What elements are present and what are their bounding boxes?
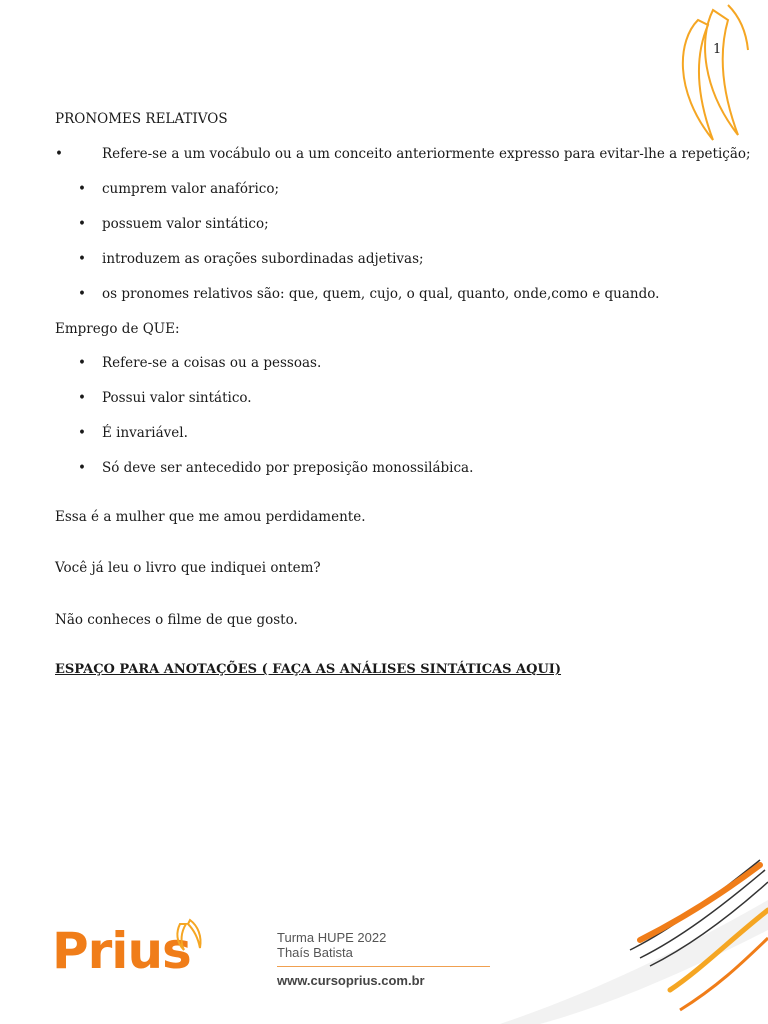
list-item: possuem valor sintático; xyxy=(102,216,269,232)
list-item: cumprem valor anafórico; xyxy=(102,181,280,197)
footer-teacher: Thaís Batista xyxy=(277,945,353,960)
list-item: os pronomes relativos são: que, quem, cujo, o qual, quanto, onde,como e quando. xyxy=(102,286,660,302)
bullet-dot: • xyxy=(78,181,86,197)
footer-website: www.cursoprius.com.br xyxy=(277,973,425,988)
notes-heading: ESPAÇO PARA ANOTAÇÕES ( FAÇA AS ANÁLISES SINTÁTICAS AQUI) xyxy=(55,662,562,677)
bullet-dot: • xyxy=(78,425,86,441)
example-sentence: Você já leu o livro que indiquei ontem? xyxy=(55,560,321,576)
brand-leaf-icon xyxy=(668,0,758,150)
example-sentence: Essa é a mulher que me amou perdidamente. xyxy=(55,509,366,525)
list-item: Só deve ser antecedido por preposição monossilábica. xyxy=(102,460,474,476)
list-item: Refere-se a coisas ou a pessoas. xyxy=(102,355,322,371)
page-title: PRONOMES RELATIVOS xyxy=(55,111,228,127)
list-item: Refere-se a um vocábulo ou a um conceito anteriormente expresso para evitar-lhe a repetição; xyxy=(102,146,751,162)
footer-divider xyxy=(277,966,490,967)
page-number: 1 xyxy=(713,42,722,57)
bullet-dot: • xyxy=(55,146,63,162)
bullet-dot: • xyxy=(78,216,86,232)
list-item: É invariável. xyxy=(102,425,188,441)
footer-class: Turma HUPE 2022 xyxy=(277,930,387,945)
footer-swoosh-icon xyxy=(480,840,768,1024)
brand-mark-icon xyxy=(172,918,212,954)
bullet-dot: • xyxy=(78,460,86,476)
section-subtitle: Emprego de QUE: xyxy=(55,321,180,337)
list-item: Possui valor sintático. xyxy=(102,390,252,406)
bullet-dot: • xyxy=(78,251,86,267)
list-item: introduzem as orações subordinadas adjetivas; xyxy=(102,251,424,267)
example-sentence: Não conheces o filme de que gosto. xyxy=(55,612,298,628)
bullet-dot: • xyxy=(78,390,86,406)
bullet-dot: • xyxy=(78,286,86,302)
bullet-dot: • xyxy=(78,355,86,371)
brand-logo: Prius xyxy=(52,922,191,980)
